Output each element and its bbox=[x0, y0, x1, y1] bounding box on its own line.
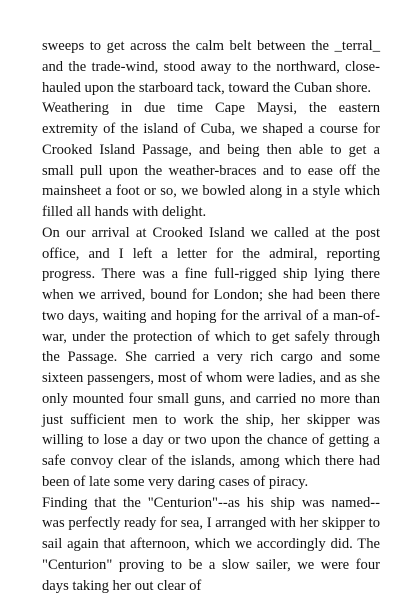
page-text bbox=[42, 36, 380, 596]
paragraph: On our arrival at Crooked Island we called at the post office, and I left a letter for the admiral, reporting progress. There was a fine full-rigged ship lying there when we arrived, bound for London; she had been there two days, waiting and hoping for the arrival of a man-of-war, under the protection of which to get safely through the Passage. She carried a very rich cargo and some sixteen passengers, most of whom were ladies, and as she only mounted four small guns, and carried no more than just sufficient men to work the ship, her skipper was willing to lose a day or two upon the chance of getting a safe convoy clear of the islands, among which there had been of late some very daring cases of piracy. bbox=[42, 223, 380, 493]
paragraph: Finding that the "Centurion"--as his ship was named--was perfectly ready for sea, I arranged with her skipper to sail again that afternoon, which we accordingly did. The "Centurion" proving to be a slow sailer, we were four days taking her out clear of bbox=[42, 493, 380, 596]
paragraph: sweeps to get across the calm belt between the _terral_ and the trade-wind, stood away to the northward, close-hauled upon the starboard tack, toward the Cuban shore. bbox=[42, 36, 380, 98]
paragraph: Weathering in due time Cape Maysi, the eastern extremity of the island of Cuba, we shaped a course for Crooked Island Passage, and being then able to get a small pull upon the weather-braces and to ease off the mainsheet a foot or so, we bowled along in a style which filled all hands with delight. bbox=[42, 98, 380, 223]
